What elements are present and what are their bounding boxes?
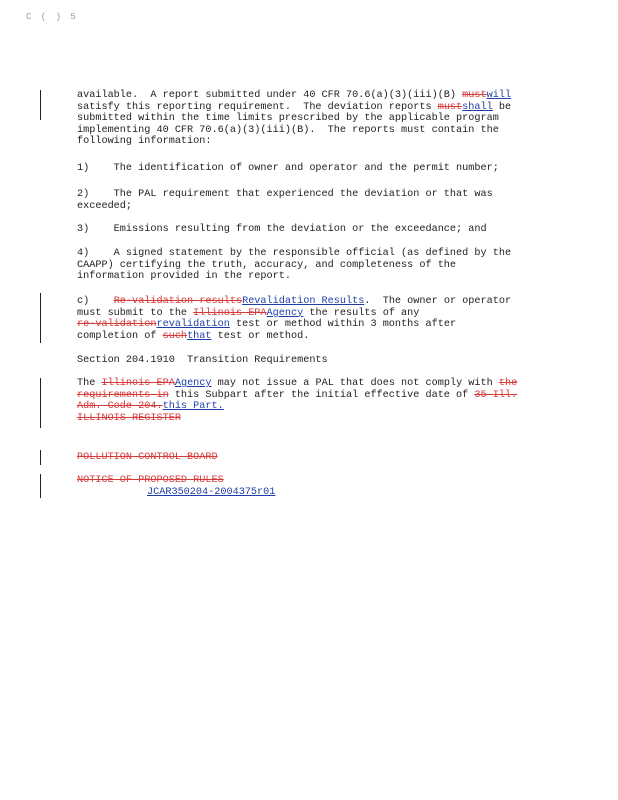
inserted-text: revalidation <box>156 319 230 330</box>
deleted-text: Illinois EPA <box>193 307 267 319</box>
change-bar-1 <box>40 90 41 120</box>
document-body <box>77 90 537 498</box>
list-item-3: 3) Emissions resulting from the deviation or the exceedance; and <box>77 224 487 235</box>
change-bar-4 <box>40 450 41 465</box>
text-run: The <box>77 378 102 389</box>
deleted-text: the requirements in <box>77 378 518 401</box>
text-run: satisfy this reporting requirement. The deviation reports <box>77 101 432 113</box>
deleted-text: must <box>437 101 463 113</box>
deleted-text: 35 Ill. Adm. Code 204. <box>77 389 518 412</box>
text-run: be submitted within the time limits prescribed by the applicable program implementing 40 CFR 70.6(a)(3)(iii)(B). The reports must contain the following information: <box>77 101 512 147</box>
inserted-text: that <box>187 330 212 342</box>
inserted-text: shall <box>462 101 493 113</box>
scan-page-mark: C ( ) 5 <box>26 12 78 22</box>
text-run: this Subpart after the initial effective date of <box>168 389 475 401</box>
deleted-text: re-validation <box>77 319 157 330</box>
paragraph-report <box>77 90 537 148</box>
change-bar-2 <box>40 293 41 343</box>
list-item-2: 2) The PAL requirement that experienced the deviation or that was exceeded; <box>77 189 493 212</box>
footer-code: JCAR350204-2004375r01 <box>147 487 276 498</box>
deleted-text: Illinois EPA <box>101 378 175 389</box>
inserted-text: Agency <box>266 307 304 319</box>
inserted-text: this Part. <box>162 401 224 412</box>
text-run: the results of any <box>309 307 420 319</box>
text-run: . The owner or operator must submit to the <box>77 296 512 319</box>
deleted-text: Re-validation results <box>113 296 243 307</box>
text-run: test or method within 3 months after completion of <box>77 319 457 342</box>
deleted-text: must <box>462 90 487 101</box>
inserted-text: Agency <box>174 378 212 389</box>
text-run: available. A report submitted under 40 CFR 70.6(a)(3)(iii)(B) <box>77 90 463 101</box>
list-item-1: 1) The identification of owner and operator and the permit number; <box>77 163 499 174</box>
text-run: c) <box>77 296 114 307</box>
deleted-header-board: POLLUTION CONTROL BOARD <box>77 452 218 463</box>
deleted-header-notice: NOTICE OF PROPOSED RULES <box>77 475 224 486</box>
text-run: may not issue a PAL that does not comply with <box>211 378 499 389</box>
paragraph-revalidation <box>77 296 537 342</box>
deleted-text: ILLINOIS REGISTER <box>77 412 181 424</box>
paragraph-transition <box>77 378 537 424</box>
text-run: test or method. <box>211 330 310 342</box>
inserted-text: Revalidation Results <box>242 296 365 307</box>
inserted-text: will <box>486 90 512 101</box>
deleted-text: such <box>162 330 188 342</box>
change-bar-3 <box>40 378 41 428</box>
change-bar-5 <box>40 474 41 498</box>
section-heading: Section 204.1910 Transition Requirements <box>77 355 328 366</box>
list-item-4: 4) A signed statement by the responsible official (as defined by the CAAPP) certifying the truth, accuracy, and completeness of the information provided in the report. <box>77 248 512 282</box>
